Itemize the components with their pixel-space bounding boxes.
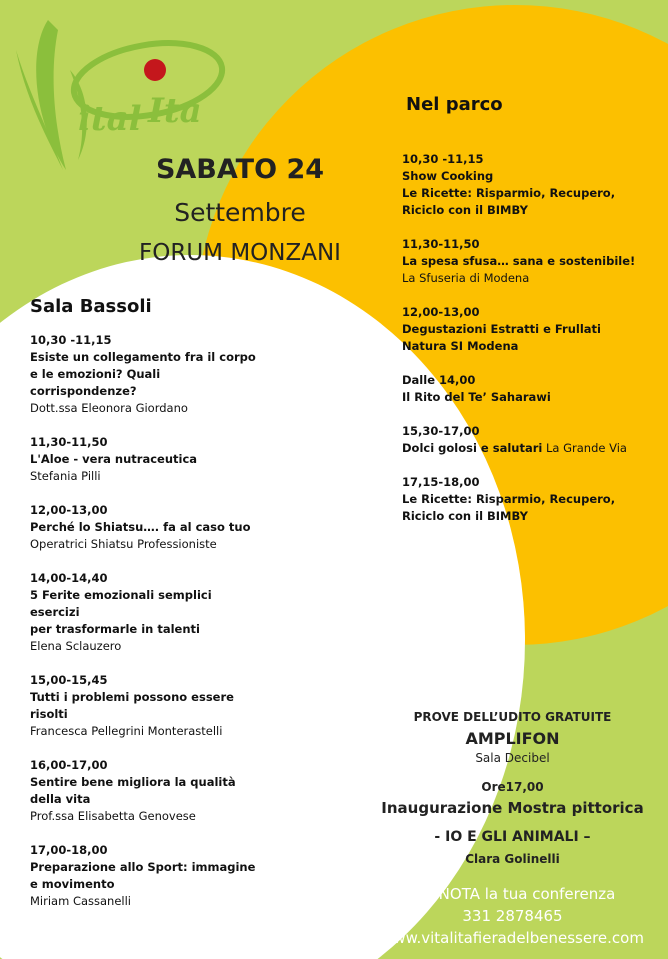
schedule-item <box>402 236 637 287</box>
item-title: L'Aloe - vera nutraceutica <box>30 452 198 466</box>
sala-bassoli-schedule <box>30 332 260 927</box>
item-speaker: Francesca Pellegrini Monterastelli <box>30 724 223 738</box>
item-speaker: Elena Sclauzero <box>30 639 122 653</box>
item-title: La spesa sfusa… sana e sostenibile! <box>402 254 636 268</box>
item-time: 11,30-11,50 <box>30 435 108 449</box>
event-venue: FORUM MONZANI <box>139 240 341 266</box>
item-title: Le Ricette: Risparmio, Recupero, <box>402 492 616 506</box>
schedule-item <box>30 502 260 553</box>
nel-parco-schedule <box>402 151 637 542</box>
item-time: Dalle 14,00 <box>402 373 476 387</box>
schedule-item <box>30 757 260 825</box>
schedule-item <box>402 151 637 219</box>
item-title: Sentire bene migliora la qualità <box>30 775 236 789</box>
logo-dot <box>144 59 166 81</box>
item-time: 17,15-18,00 <box>402 475 480 489</box>
item-title: Le Ricette: Risparmio, Recupero, <box>402 186 616 200</box>
item-title: Natura SI Modena <box>402 339 519 353</box>
item-title: corrispondenze? <box>30 384 137 398</box>
nel-parco-title: Nel parco <box>406 94 503 115</box>
item-title: 5 Ferite emozionali semplici esercizi <box>30 588 212 619</box>
booking-text: PRENOTA la tua conferenza <box>409 885 616 903</box>
schedule-item <box>402 474 637 525</box>
item-title: Riciclo con il BIMBY <box>402 203 528 217</box>
exhibition-time: Ore17,00 <box>481 780 544 794</box>
item-title: Degustazioni Estratti e Frullati <box>402 322 601 336</box>
item-title: e movimento <box>30 877 115 891</box>
schedule-item <box>30 332 260 417</box>
item-title: per trasformarle in talenti <box>30 622 200 636</box>
hearing-test-heading: PROVE DELL’UDITO GRATUITE <box>413 710 612 724</box>
schedule-item <box>30 570 260 655</box>
svg-text:Ita: Ita <box>148 91 202 131</box>
item-speaker: La Sfuseria di Modena <box>402 271 530 285</box>
amplifon-label: AMPLIFON <box>465 729 560 748</box>
exhibition-name: - IO E GLI ANIMALI – <box>434 829 591 845</box>
website-link[interactable]: www.vitalitafieradelbenessere.com <box>381 929 644 947</box>
item-title: risolti <box>30 707 68 721</box>
exhibition-title: Inaugurazione Mostra pittorica <box>381 799 644 817</box>
item-title: Riciclo con il BIMBY <box>402 509 528 523</box>
sala-decibel-label: Sala Decibel <box>475 751 550 765</box>
item-time: 15,30-17,00 <box>402 424 480 438</box>
item-speaker: Dott.ssa Eleonora Giordano <box>30 401 188 415</box>
item-title: Dolci golosi e salutari <box>402 441 543 455</box>
item-title: della vita <box>30 792 91 806</box>
item-speaker: Prof.ssa Elisabetta Genovese <box>30 809 196 823</box>
item-title: Tutti i problemi possono essere <box>30 690 234 704</box>
item-time: 12,00-13,00 <box>402 305 480 319</box>
item-time: 12,00-13,00 <box>30 503 108 517</box>
exhibition-artist: Clara Golinelli <box>465 852 560 866</box>
event-month: Settembre <box>174 198 306 227</box>
phone-number[interactable]: 331 2878465 <box>462 907 563 925</box>
schedule-item <box>402 372 637 406</box>
item-time: 14,00-14,40 <box>30 571 108 585</box>
item-title: Esiste un collegamento fra il corpo <box>30 350 256 364</box>
item-time: 17,00-18,00 <box>30 843 108 857</box>
item-time: 10,30 -11,15 <box>30 333 112 347</box>
item-time: 10,30 -11,15 <box>402 152 484 166</box>
item-speaker: La Grande Via <box>545 441 627 455</box>
item-title: Preparazione allo Sport: immagine <box>30 860 256 874</box>
schedule-item <box>402 423 637 457</box>
schedule-item <box>30 842 260 910</box>
item-time: 16,00-17,00 <box>30 758 108 772</box>
event-day: SABATO 24 <box>155 154 325 185</box>
item-speaker: Operatrici Shiatsu Professioniste <box>30 537 217 551</box>
item-title: Perché lo Shiatsu…. fa al caso tuo <box>30 520 251 534</box>
item-title: Il Rito del Te’ Saharawi <box>402 390 551 404</box>
schedule-item <box>30 672 260 740</box>
schedule-item <box>30 434 260 485</box>
item-time: 11,30-11,50 <box>402 237 480 251</box>
item-time: 15,00-15,45 <box>30 673 108 687</box>
sala-bassoli-title: Sala Bassoli <box>30 296 152 317</box>
schedule-item <box>402 304 637 355</box>
item-title: e le emozioni? Quali <box>30 367 161 381</box>
item-title: Show Cooking <box>402 169 494 183</box>
item-speaker: Stefania Pilli <box>30 469 101 483</box>
item-speaker: Miriam Cassanelli <box>30 894 132 908</box>
svg-text:ital: ital <box>78 99 142 139</box>
